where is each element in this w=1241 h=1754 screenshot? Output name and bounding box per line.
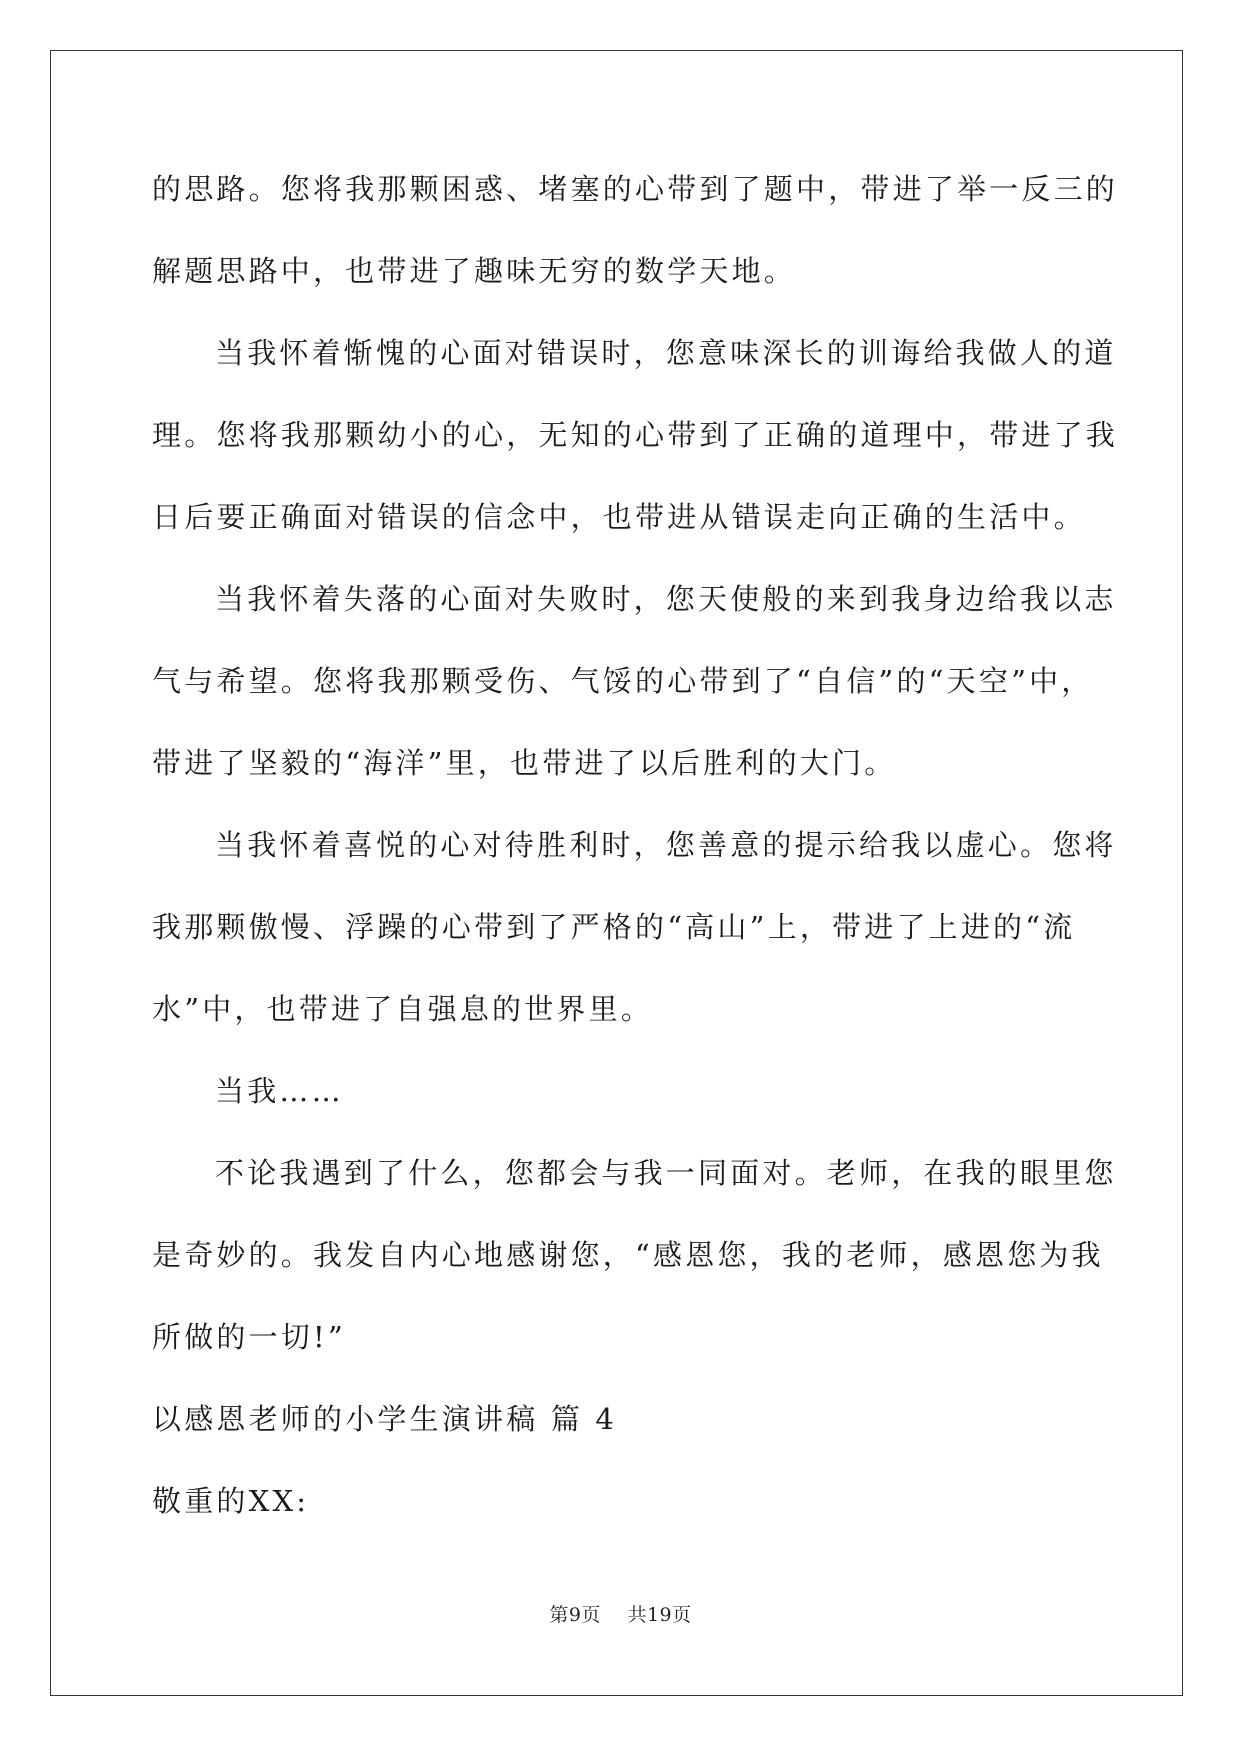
total-pages: 共19页 xyxy=(627,1604,692,1626)
page-footer xyxy=(0,1600,1241,1627)
page-number: 第9页 xyxy=(549,1604,601,1626)
text-line: 日后要正确面对错误的信念中，也带进从错误走向正确的生活中。 xyxy=(152,500,1086,534)
text-line: 当我…… xyxy=(215,1074,344,1108)
text-line: 气与希望。您将我那颗受伤、气馁的心带到了“自信”的“天空”中， xyxy=(152,664,1094,698)
text-line: 我那颗傲慢、浮躁的心带到了严格的“高山”上，带进了上进的“流 xyxy=(152,910,1076,944)
text-line: 带进了坚毅的“海洋”里，也带进了以后胜利的大门。 xyxy=(152,746,897,780)
text-line: 不论我遇到了什么，您都会与我一同面对。老师，在我的眼里您 xyxy=(215,1156,1117,1190)
text-line: 解题思路中，也带进了趣味无穷的数学天地。 xyxy=(152,254,797,288)
document-body xyxy=(152,162,1119,1556)
text-line: 当我怀着惭愧的心面对错误时，您意味深长的训诲给我做人的道 xyxy=(215,336,1117,370)
text-line: 理。您将我那颗幼小的心，无知的心带到了正确的道理中，带进了我 xyxy=(152,418,1119,452)
text-line: 的思路。您将我那颗困惑、堵塞的心带到了题中，带进了举一反三的 xyxy=(152,172,1119,206)
text-line: 水”中，也带进了自强息的世界里。 xyxy=(152,992,654,1026)
section-heading: 以感恩老师的小学生演讲稿 篇 4 xyxy=(152,1402,618,1436)
text-line: 当我怀着失落的心面对失败时，您天使般的来到我身边给我以志 xyxy=(215,582,1117,616)
text-line: 所做的一切!” xyxy=(152,1320,346,1354)
text-line: 当我怀着喜悦的心对待胜利时，您善意的提示给我以虚心。您将 xyxy=(215,828,1117,862)
text-line: 是奇妙的。我发自内心地感谢您，“感恩您，我的老师，感恩您为我 xyxy=(152,1238,1104,1272)
salutation: 敬重的XX: xyxy=(152,1484,310,1518)
